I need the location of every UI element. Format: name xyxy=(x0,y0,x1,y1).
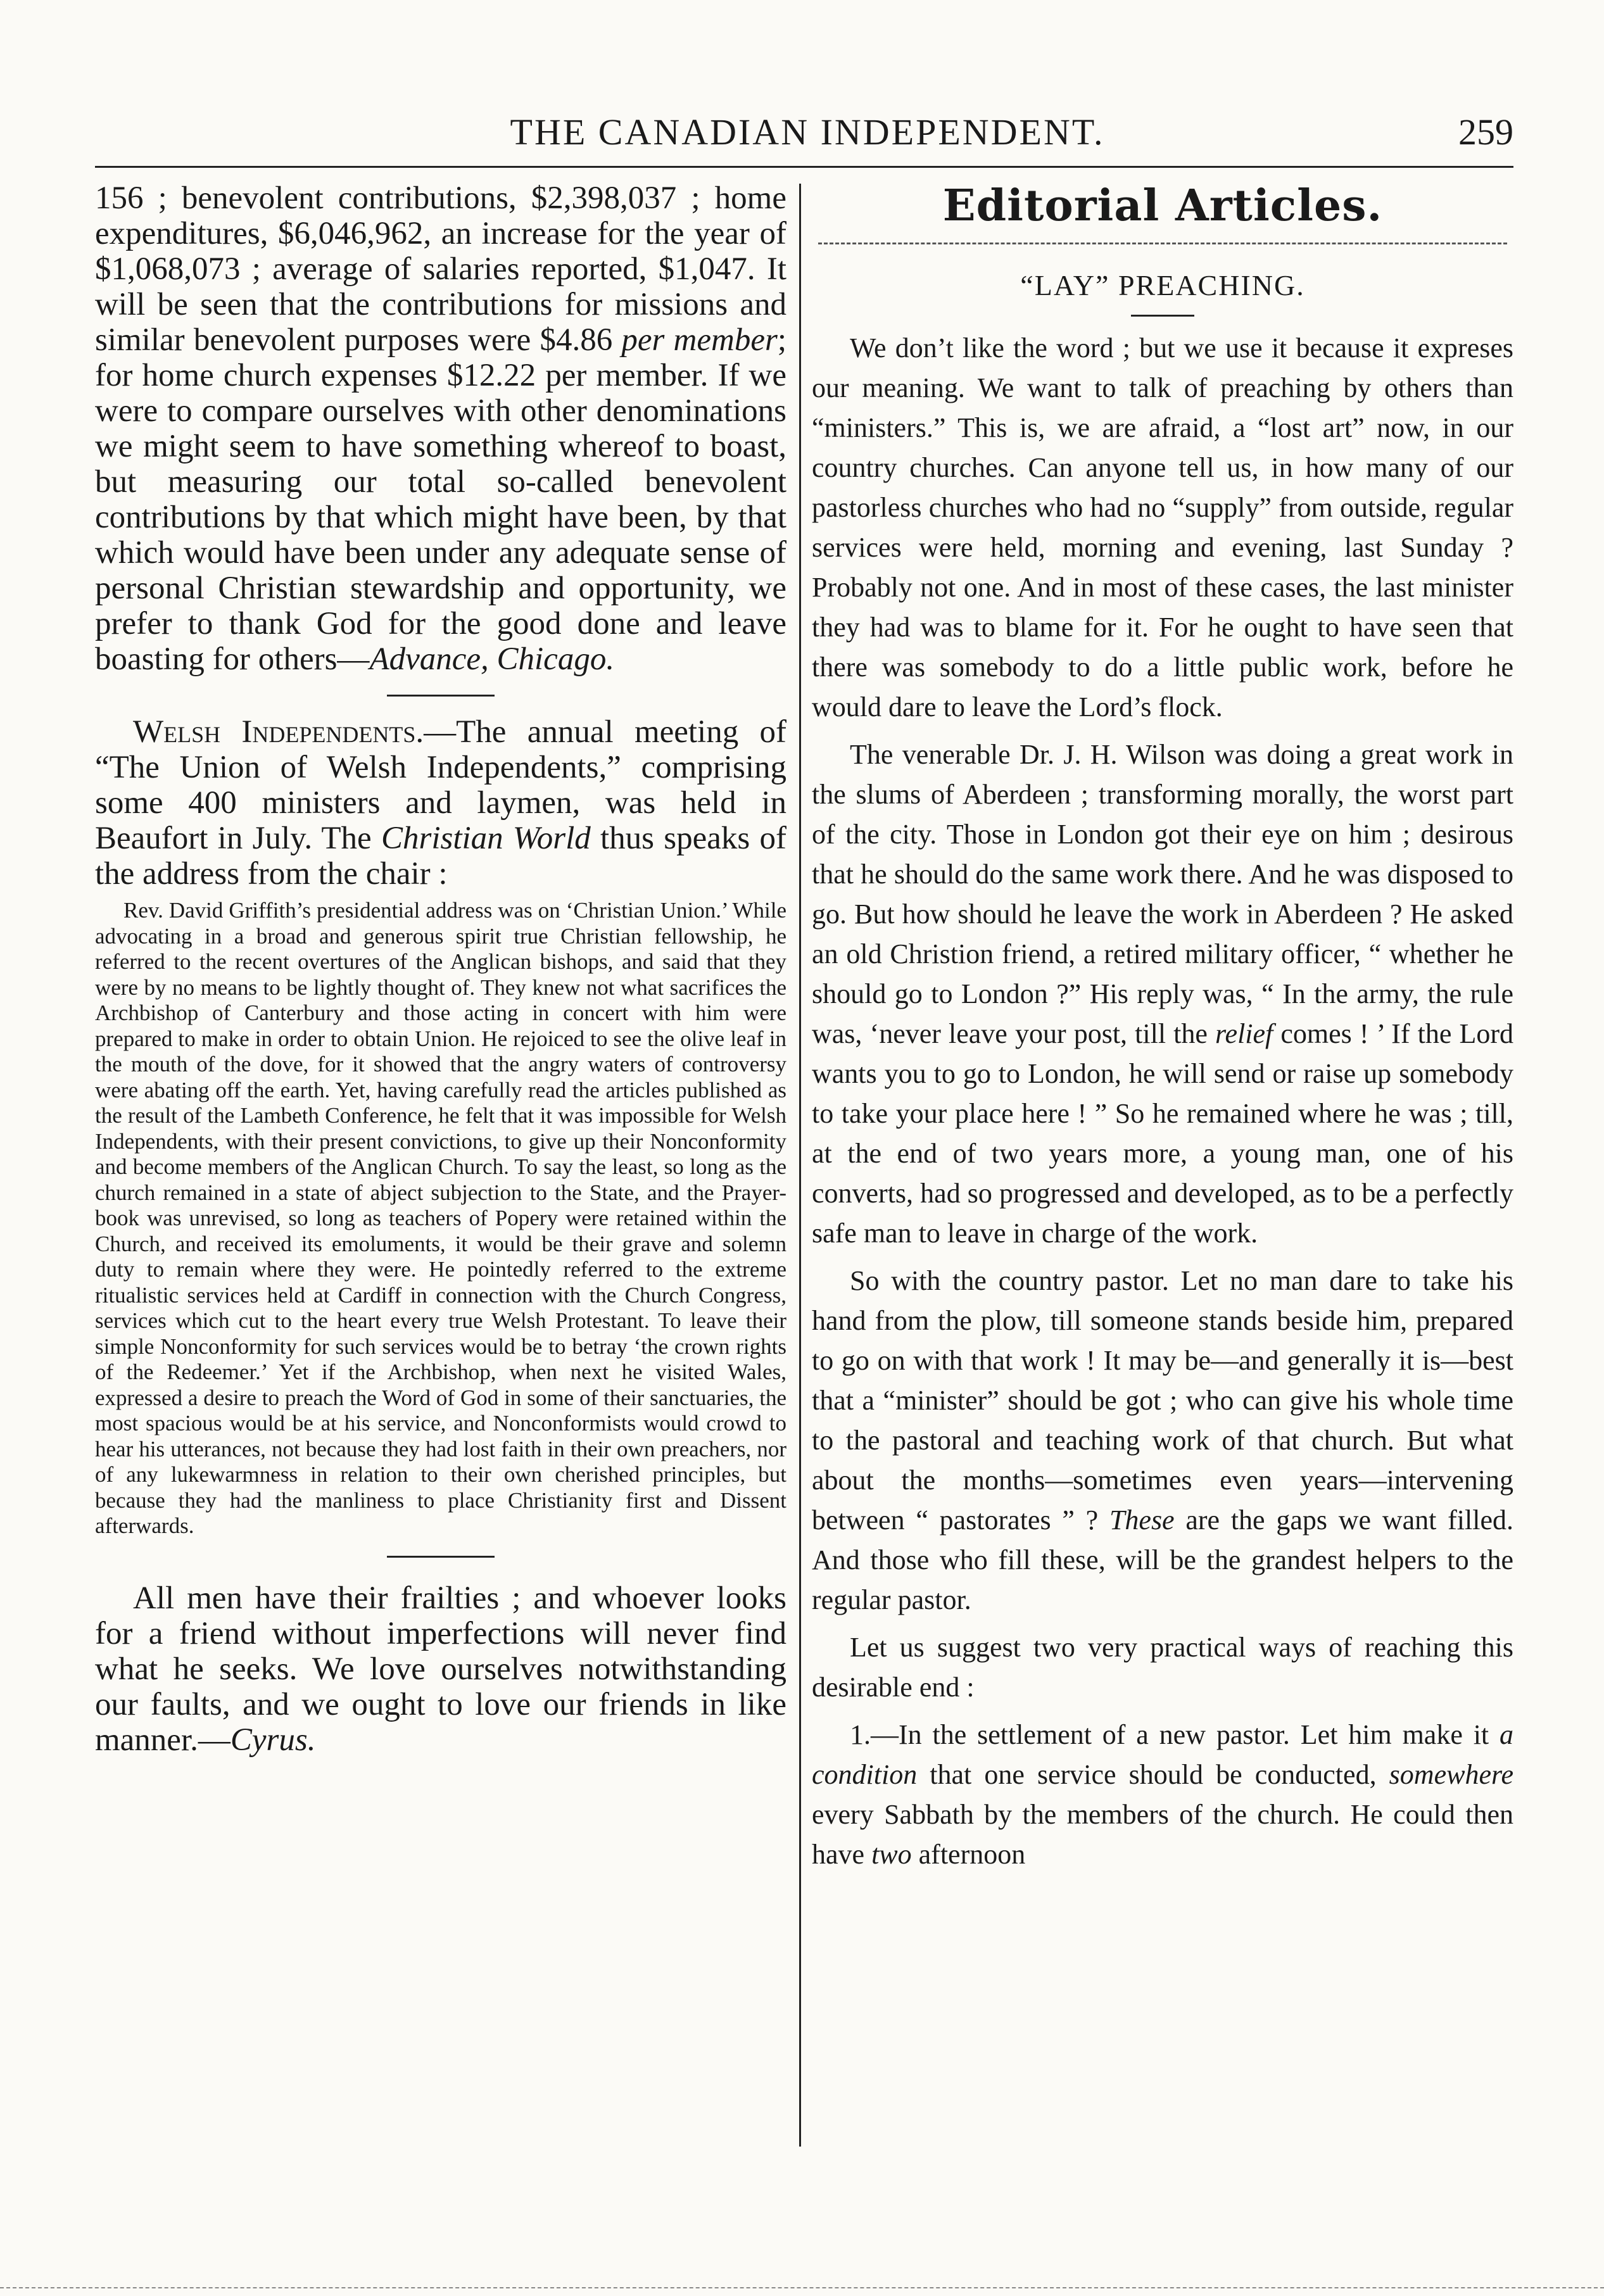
lay-preaching-title: “LAY” PREACHING. xyxy=(1020,269,1305,301)
welsh-independents-paragraph: Welsh Independents.—The annual meeting of “The Union of Welsh Independents,” comprising some 400 ministers and laymen, was held in Beaufort in July. The Christian World thus speaks of the address from the chair : xyxy=(95,714,786,892)
column-divider xyxy=(799,184,801,2147)
statistics-paragraph: 156 ; benevolent contributions, $2,398,037 ; home expenditures, $6,046,962, an increase for the year of $1,068,073 ; average of salaries reported, $1,047. It will be seen that the contributions for missions and similar benevolent purposes were $4.86 per member; for home church expenses $12.22 per member. If we were to compare ourselves with other denominations we might seem to have something whereof to boast, but measuring our total so-called benevolent contributions by that which might have been, by that which would have been under any adequate sense of personal Christian stewardship and opportunity, we prefer to thank God for the good done and leave boasting for others—Advance, Chicago. xyxy=(95,180,786,677)
article-paragraph-3: So with the country pastor. Let no man dare to take his hand from the plow, till someone stands beside him, prepared to go on with that work ! It may be—and generally it is—best that a “minister” should be got ; who can give his whole time to the pastoral and teaching work of that church. But what about the months—sometimes even years—intervening between “ pastorates ” ? These are the gaps we want filled. And those who fill these, will be the grandest helpers to the regular pastor. xyxy=(812,1265,1513,1615)
right-column xyxy=(812,180,1513,1874)
editorial-articles-heading: Editorial Articles. xyxy=(942,180,1383,231)
left-column xyxy=(95,180,786,1758)
page-number: 259 xyxy=(1458,111,1513,153)
header-rule xyxy=(95,166,1513,168)
article-paragraph-1: We don’t like the word ; but we use it because it expreses our meaning. We want to talk of preaching by others than “ministers.” This is, we are afraid, a “lost art” now, in our country churches. Can anyone tell us, in how many of our pastorless churches who had no “supply” from outside, regular services were held, morning and evening, last Sunday ? Probably not one. And in most of these cases, the last minister they had was to blame for it. For he ought to have seen that there was somebody to do a little public work, before he would dare to leave the Lord’s flock. xyxy=(812,332,1513,722)
heading-rule xyxy=(818,243,1507,244)
article-paragraph-5: 1.—In the settlement of a new pastor. Let him make it a condition that one service should be conducted, somewhere every Sabbath by the members of the church. He could then have two afternoon xyxy=(812,1719,1513,1870)
article-paragraph-4: Let us suggest two very practical ways of reaching this desirable end : xyxy=(812,1632,1513,1703)
frailties-paragraph: All men have their frailties ; and whoever looks for a friend without imperfections will never find what he seeks. We love ourselves notwithstanding our faults, and we ought to love our friends in like manner.—Cyrus. xyxy=(95,1580,786,1758)
running-header xyxy=(101,111,1513,168)
section-separator xyxy=(387,695,495,697)
title-separator xyxy=(1131,315,1194,317)
article-paragraph-2: The venerable Dr. J. H. Wilson was doing a great work in the slums of Aberdeen ; transforming morally, the worst part of the city. Those in London got their eye on him ; desirous that he should do the same work there. And he was disposed to go. But how should he leave the work in Aberdeen ? He asked an old Christion friend, a retired military officer, “ whether he should go to London ?” His reply was, “ In the army, the rule was, ‘never leave your post, till the relief comes ! ’ If the Lord wants you to go to London, he will send or raise up somebody to take your place here ! ” So he remained where he was ; till, at the end of two years more, a young man, one of his converts, had so progressed and developed, as to be a perfectly safe man to leave in charge of the work. xyxy=(812,739,1513,1249)
section-separator xyxy=(387,1556,495,1558)
page-bottom-edge xyxy=(0,2287,1604,2288)
address-quotation: Rev. David Griffith’s presidential address was on ‘Christian Union.’ While advocating in a broad and generous spirit true Christian fellowship, he referred to the recent overtures of the Anglican bishops, and said that they were by no means to be lightly thought of. They knew not what sacrifices the Archbishop of Canterbury and those acting in concert with him were prepared to make in order to obtain Union. He rejoiced to see the olive leaf in the mouth of the dove, for it showed that the angry waters of controversy were abating off the earth. Yet, having carefully read the articles published as the result of the Lambeth Conference, he felt that it was impossible for Welsh Independents, with their present convictions, to give up their Nonconformity and become members of the Anglican Church. To say the least, so long as the church remained in a state of abject subjection to the State, and the Prayer-book was unrevised, so long as teachers of Popery were retained within the Church, and received its emoluments, it would be their grave and solemn duty to remain where they were. He pointedly referred to the extreme ritualistic services held at Cardiff in connection with the Church Congress, services which cut to the heart every true Welsh Protestant. To leave their simple Nonconformity for such services would be to betray ‘the crown rights of the Redeemer.’ Yet if the Archbishop, when next he visited Wales, expressed a desire to preach the Word of God in some of their sanctuaries, the most spacious would be at his service, and Nonconformists would crowd to hear his utterances, not because they had lost faith in their own preachers, nor of any lukewarmness in relation to their own cherished principles, but because they had the manliness to place Christianity first and Dissent afterwards. xyxy=(95,898,786,1538)
journal-title: THE CANADIAN INDEPENDENT. xyxy=(510,111,1105,153)
